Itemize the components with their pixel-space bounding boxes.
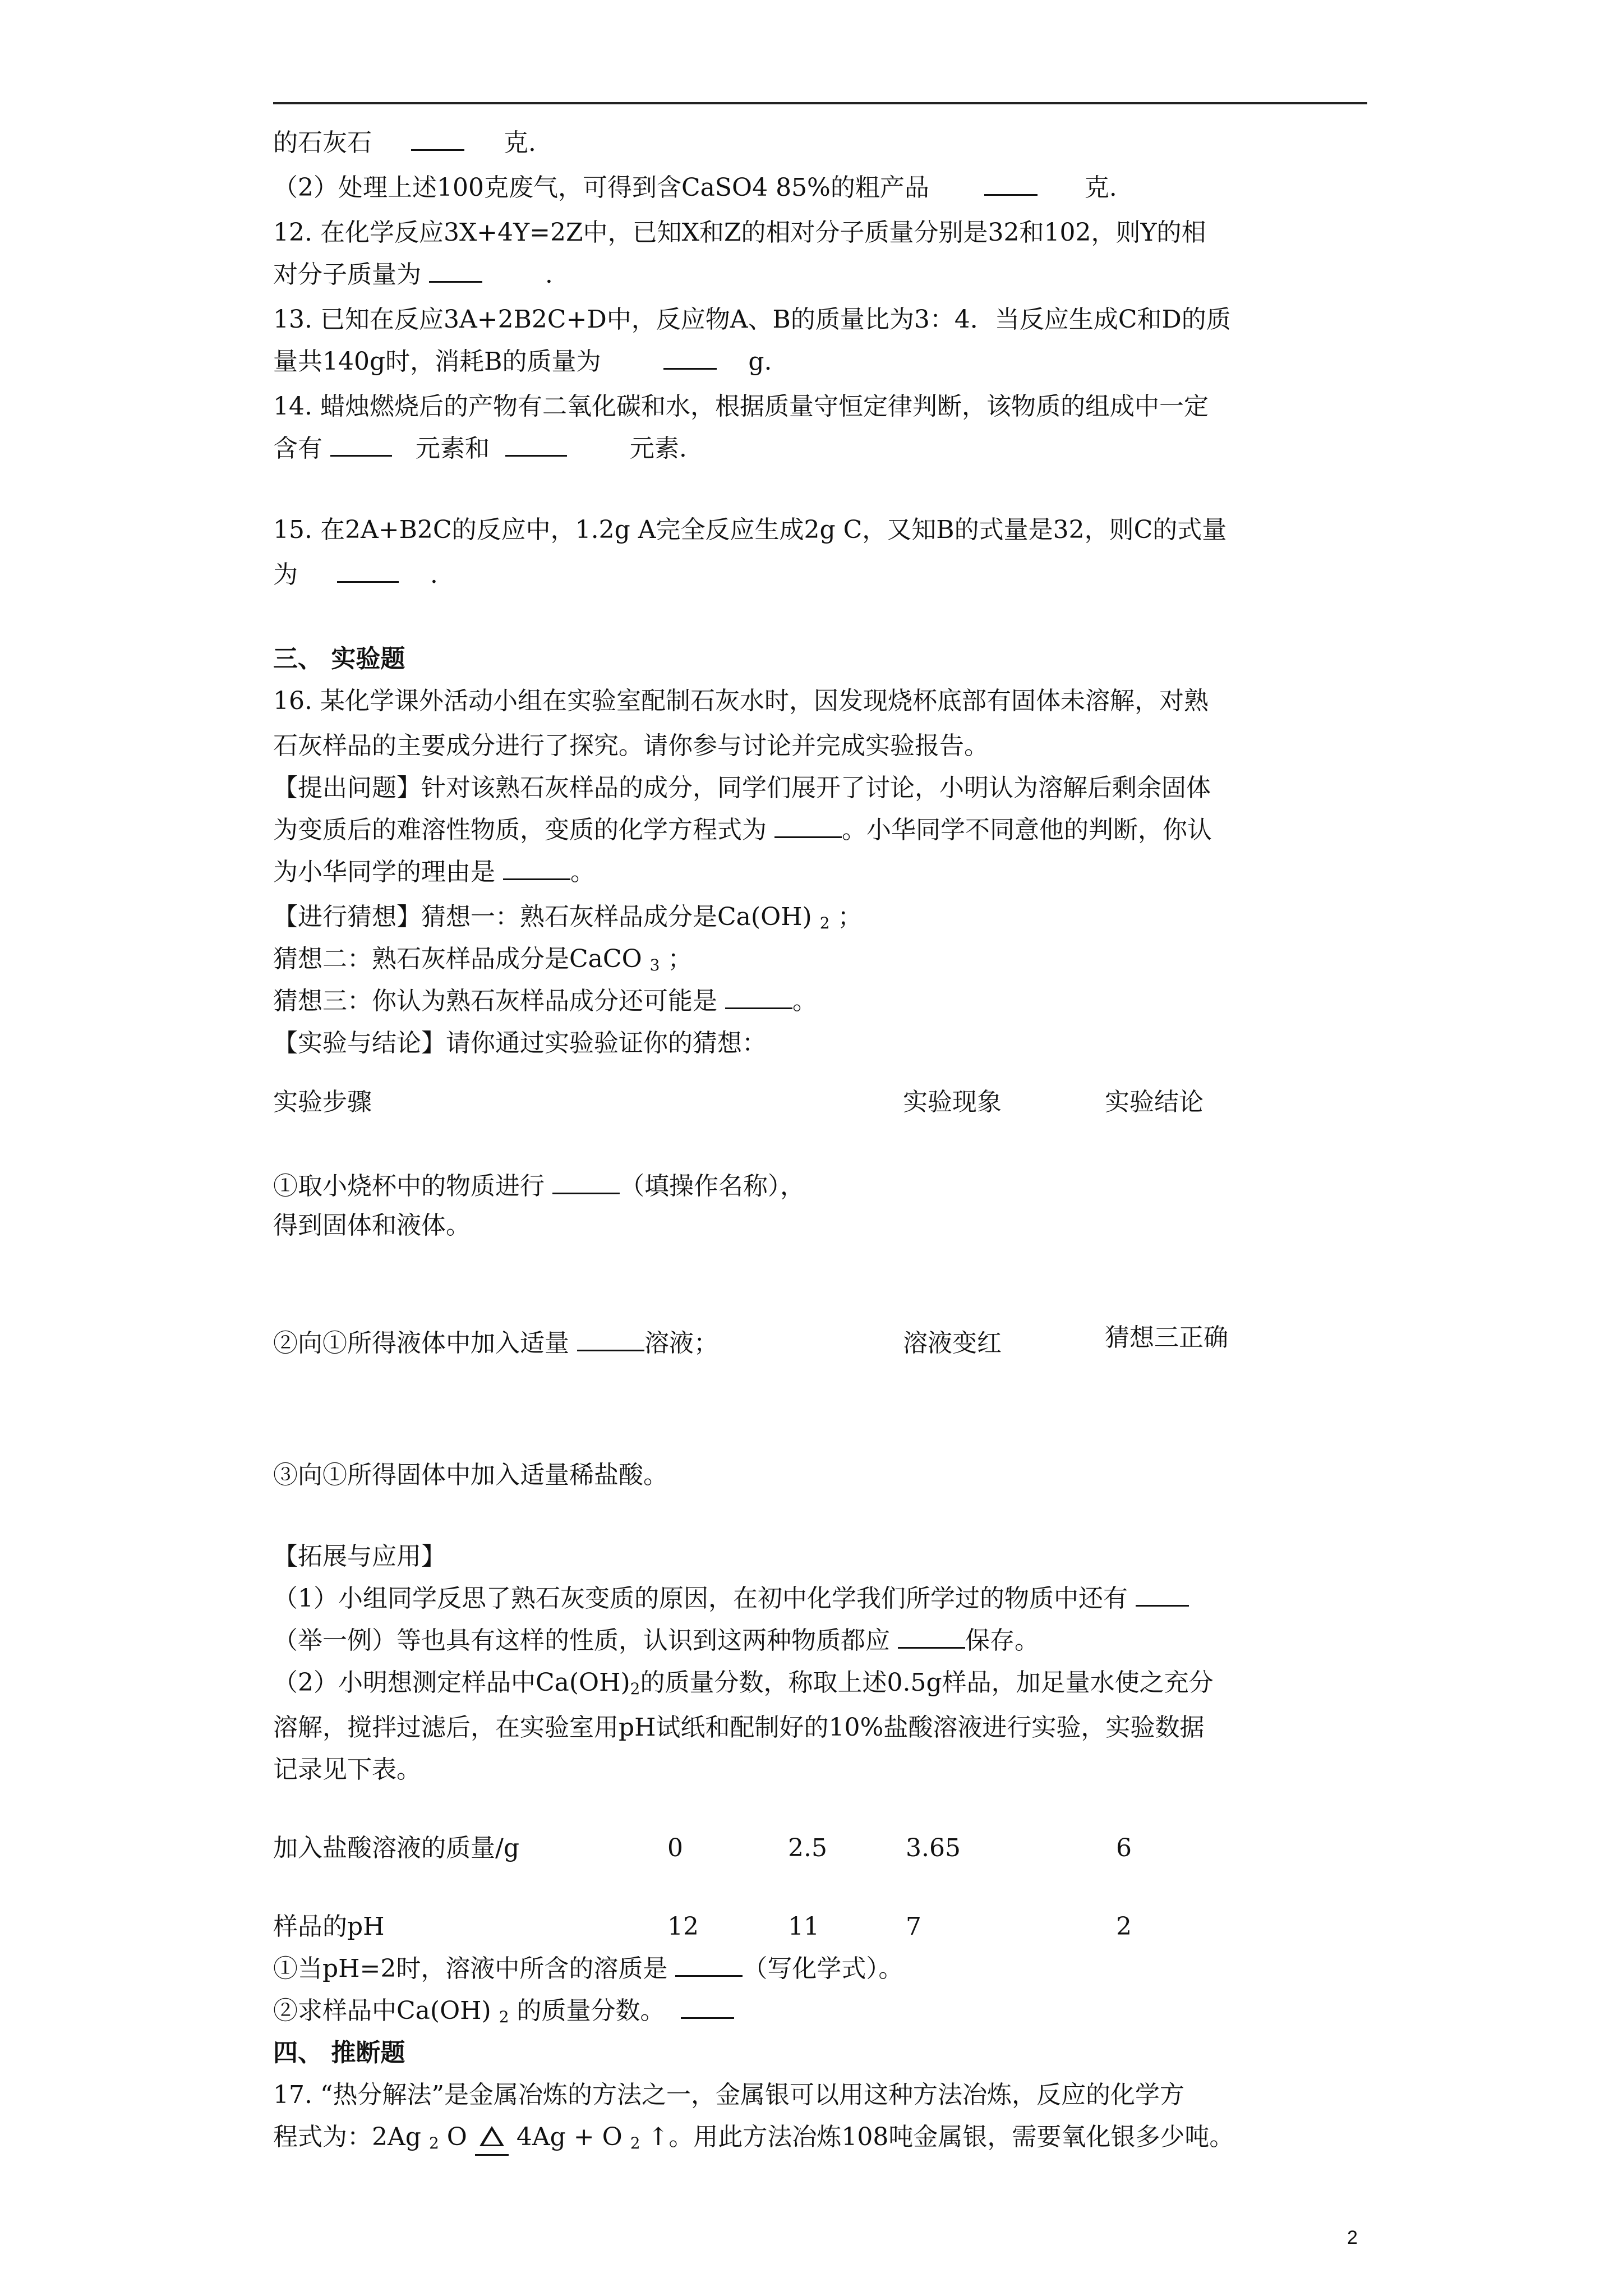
question-1: ①当pH=2时，溶液中所含的溶质是 （写化学式）。 bbox=[273, 1952, 903, 1986]
q13-line-1: 13. 已知在反应3A+2B2C+D中，反应物A、B的质量比为3：4．当反应生成C和D的质 bbox=[273, 305, 1231, 334]
exp-header-phenomenon: 实验现象 bbox=[903, 1088, 1002, 1116]
answer-blank bbox=[429, 259, 482, 283]
data-row-2-label: 样品的pH bbox=[273, 1912, 385, 1941]
q14-line-1: 14. 蜡烛燃烧后的产物有二氧化碳和水，根据质量守恒定律判断，该物质的组成中一定 bbox=[273, 392, 1209, 421]
data-cell: 0 bbox=[667, 1834, 683, 1862]
data-cell: 3.65 bbox=[906, 1834, 961, 1862]
header-rule bbox=[273, 102, 1367, 104]
answer-blank bbox=[774, 814, 842, 838]
q17-line-1: 17. “热分解法”是金属冶炼的方法之一，金属银可以用这种方法冶炼，反应的化学方 bbox=[273, 2081, 1184, 2109]
answer-blank bbox=[663, 346, 717, 370]
extension-heading: 【拓展与应用】 bbox=[273, 1542, 446, 1571]
exp-phenomenon-2: 溶液变红 bbox=[903, 1329, 1002, 1358]
q17-line-2: 程式为：2Ag $_2$ O 4Ag + O $_2$ ↑。用此方法冶炼108吨金属银，需要氧化银多少吨。 bbox=[273, 2120, 1234, 2160]
answer-blank bbox=[725, 985, 792, 1009]
answer-blank bbox=[411, 127, 464, 151]
question-2: ②求样品中Ca(OH) $_2$ 的质量分数。 bbox=[273, 1994, 734, 2034]
data-cell: 2 bbox=[1116, 1912, 1132, 1941]
q16-line-3: 【提出问题】针对该熟石灰样品的成分，同学们展开了讨论，小明认为溶解后剩余固体 bbox=[273, 774, 1211, 802]
ext-line-3: （2）小明想测定样品中$Ca(OH)_2$的质量分数，称取上述0.5g样品，加足量水使之充分 bbox=[273, 1668, 1214, 1698]
q15-line-1: 15. 在2A+B2C的反应中，1.2g A完全反应生成2g C，又知B的式量是32，则C的式量 bbox=[273, 516, 1227, 544]
heat-triangle-icon bbox=[475, 2120, 509, 2156]
answer-blank bbox=[898, 1625, 965, 1649]
answer-blank bbox=[337, 559, 399, 583]
q15-line-2: 为 . bbox=[273, 558, 438, 592]
answer-blank bbox=[984, 172, 1038, 196]
q12-line-2: 对分子质量为 . bbox=[273, 258, 553, 292]
guess-3: 猜想三：你认为熟石灰样品成分还可能是 。 bbox=[273, 984, 817, 1018]
exp-step-1-cont: 得到固体和液体。 bbox=[273, 1211, 471, 1240]
data-row-1-label: 加入盐酸溶液的质量/g bbox=[273, 1834, 519, 1862]
guess-2: 猜想二：熟石灰样品成分是CaCO $_3$ ； bbox=[273, 945, 693, 974]
exp-step-2: ②向①所得液体中加入适量 溶液； bbox=[273, 1327, 718, 1360]
data-cell: 2.5 bbox=[788, 1834, 827, 1862]
answer-blank bbox=[552, 1170, 620, 1194]
section-4-heading: 四、 推断题 bbox=[273, 2039, 405, 2067]
answer-blank bbox=[330, 432, 392, 457]
line-1: 的石灰石 克. bbox=[273, 126, 536, 160]
data-cell: 12 bbox=[667, 1912, 699, 1941]
exp-step-3: ③向①所得固体中加入适量稀盐酸。 bbox=[273, 1461, 668, 1489]
ext-line-1: （1）小组同学反思了熟石灰变质的原因，在初中化学我们所学过的物质中还有 bbox=[273, 1582, 1189, 1616]
q13-line-2: 量共140g时，消耗B的质量为 g. bbox=[273, 345, 772, 379]
q12-line-1: 12. 在化学反应3X+4Y=2Z中，已知X和Z的相对分子质量分别是32和102，则Y的相 bbox=[273, 218, 1206, 247]
q16-line-4: 为变质后的难溶性物质，变质的化学方程式为 。小华同学不同意他的判断，你认 bbox=[273, 813, 1212, 847]
ext-line-5: 记录见下表。 bbox=[273, 1755, 421, 1784]
answer-blank bbox=[681, 1995, 734, 2019]
exp-header-steps: 实验步骤 bbox=[273, 1088, 372, 1116]
answer-blank bbox=[675, 1953, 743, 1977]
exp-step-1: ①取小烧杯中的物质进行 （填操作名称）， bbox=[273, 1170, 805, 1203]
experiment-intro: 【实验与结论】请你通过实验验证你的猜想： bbox=[273, 1029, 767, 1057]
data-cell: 11 bbox=[788, 1912, 819, 1941]
answer-blank bbox=[503, 856, 570, 880]
data-cell: 7 bbox=[906, 1912, 921, 1941]
answer-blank bbox=[1136, 1582, 1189, 1607]
section-3-heading: 三、 实验题 bbox=[273, 645, 405, 673]
q14-line-2: 含有 元素和 元素. bbox=[273, 432, 687, 466]
answer-blank bbox=[505, 432, 567, 457]
q16-line-5: 为小华同学的理由是 。 bbox=[273, 855, 595, 889]
ext-line-2: （举一例）等也具有这样的性质，认识到这两种物质都应 保存。 bbox=[273, 1624, 1039, 1658]
exp-header-conclusion: 实验结论 bbox=[1105, 1088, 1204, 1116]
q16-line-2: 石灰样品的主要成分进行了探究。请你参与讨论并完成实验报告。 bbox=[273, 731, 989, 760]
q16-line-1: 16. 某化学课外活动小组在实验室配制石灰水时，因发现烧杯底部有固体未溶解，对熟 bbox=[273, 687, 1209, 715]
ext-line-4: 溶解，搅拌过滤后，在实验室用pH试纸和配制好的10%盐酸溶液进行实验，实验数据 bbox=[273, 1713, 1205, 1742]
data-cell: 6 bbox=[1116, 1834, 1132, 1862]
exp-conclusion-2: 猜想三正确 bbox=[1105, 1323, 1228, 1352]
guess-1: 【进行猜想】猜想一：熟石灰样品成分是Ca(OH) $_2$ ； bbox=[273, 903, 863, 932]
line-2: （2）处理上述100克废气，可得到含CaSO4 85%的粗产品 克. bbox=[273, 171, 1117, 205]
answer-blank bbox=[577, 1327, 644, 1351]
page-number: 2 bbox=[1347, 2227, 1358, 2248]
